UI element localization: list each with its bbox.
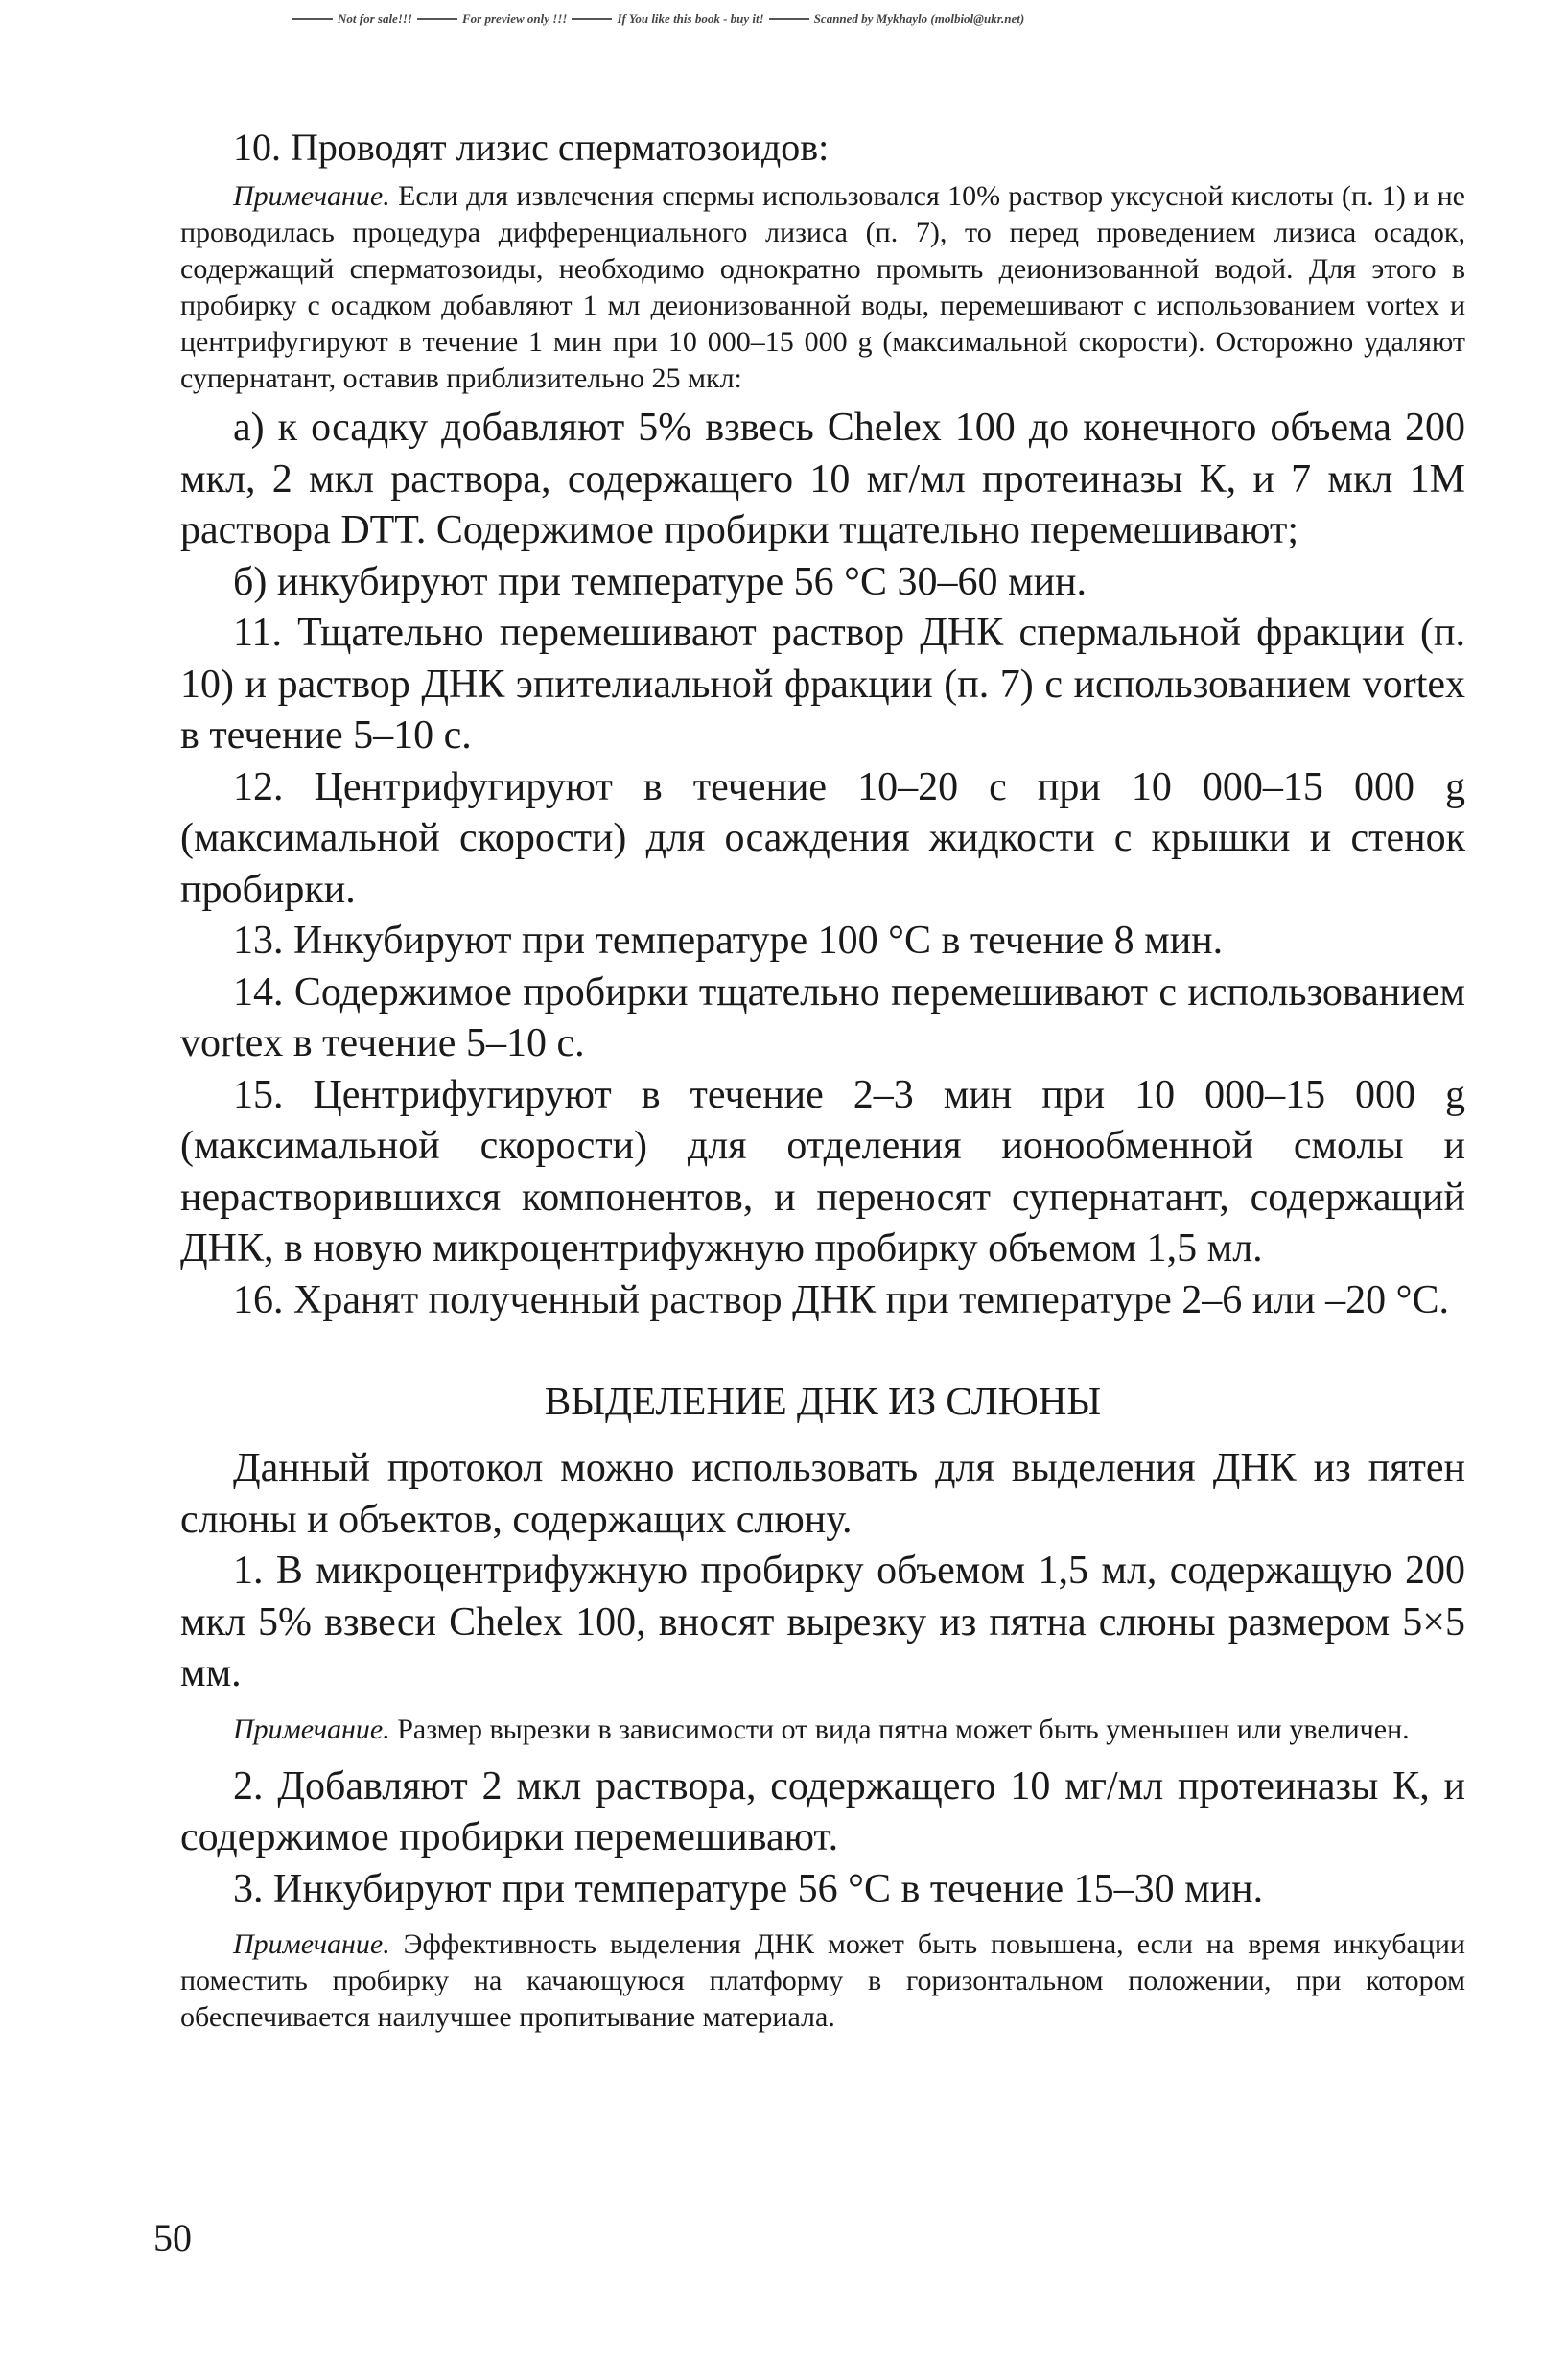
watermark-text-2: For preview only !!! xyxy=(462,12,568,26)
step-13: 13. Инкубируют при температуре 100 °С в течение 8 мин. xyxy=(233,919,1224,963)
watermark-text-4: Scanned by Mykhaylo (molbiol@ukr.net) xyxy=(813,12,1025,26)
saliva-step-2: 2. Добавляют 2 мкл раствора, содержащего 10 мг/мл протеиназы К, и содержимое пробирки перемешивают. xyxy=(180,1763,1465,1859)
step-10-heading: 10. Проводят лизис сперматозоидов: xyxy=(233,126,830,169)
watermark-rule xyxy=(572,18,612,20)
page-number: 50 xyxy=(153,2216,192,2259)
saliva-step-1: 1. В микроцентрифужную пробирку объемом 1,5 мл, содержащую 200 мкл 5% взвеси Chelex 100, вносят вырезку из пятна слюны размером 5×5 мм. xyxy=(180,1549,1465,1695)
note-label: Примечание. xyxy=(233,1713,390,1745)
saliva-step-3: 3. Инкубируют при температуре 56 °С в течение 15–30 мин. xyxy=(233,1866,1264,1911)
saliva-intro: Данный протокол можно использовать для выделения ДНК из пятен слюны и объектов, содержащих слюну. xyxy=(180,1446,1465,1542)
step-12: 12. Центрифугируют в течение 10–20 с при 10 000–15 000 g (максимальной скорости) для осаждения жидкости с крышки и стенок пробирки. xyxy=(180,764,1465,912)
scan-watermark xyxy=(288,12,1295,27)
step-10-sub-a: а) к осадку добавляют 5% взвесь Chelex 100 до конечного объема 200 мкл, 2 мкл раствора, содержащего 10 мг/мл протеиназы К, и 7 мкл 1М раствора DTT. Содержимое пробирки тщательно перемешивают; xyxy=(180,406,1465,552)
step-15: 15. Центрифугируют в течение 2–3 мин при 10 000–15 000 g (максимальной скорости) для отделения ионообменной смолы и нерастворившихся компонентов, и переносят супернатант, содержащий ДНК, в новую микроцентрифужную пробирку объемом 1,5 мл. xyxy=(180,1072,1465,1271)
watermark-rule xyxy=(417,18,457,20)
note-text: Если для извлечения спермы использовался 10% раствор уксусной кислоты (п. 1) и не проводилась процедура дифференциального лизиса (п. 7), то перед проведением лизиса осадок, содержащий сперматозоиды, необходимо однократно промыть деионизованной водой. Для этого в пробирку с осадком добавляют 1 мл деионизованной воды, перемешивают с использованием vortex и центрифугируют в течение 1 мин при 10 000–15 000 g (максимальной скорости). Осторожно удаляют супернатант, оставив приблизительно 25 мкл: xyxy=(180,180,1465,394)
note-text: Размер вырезки в зависимости от вида пятна может быть уменьшен или увеличен. xyxy=(389,1713,1410,1745)
page-body xyxy=(180,123,1465,2036)
note-label: Примечание. xyxy=(233,1928,390,1960)
saliva-note-2 xyxy=(180,1926,1465,2036)
step-10-sub-b: б) инкубируют при температуре 56 °С 30–60 мин. xyxy=(233,559,1087,604)
step-11: 11. Тщательно перемешивают раствор ДНК спермальной фракции (п. 10) и раствор ДНК эпителиальной фракции (п. 7) с использованием vortex в течение 5–10 с. xyxy=(180,611,1465,758)
section-title: ВЫДЕЛЕНИЕ ДНК ИЗ СЛЮНЫ xyxy=(544,1379,1102,1423)
watermark-text-3: If You like this book - buy it! xyxy=(617,12,764,26)
saliva-note-1 xyxy=(180,1712,1465,1748)
step-14: 14. Содержимое пробирки тщательно перемешивают с использованием vortex в течение 5–10 с. xyxy=(180,969,1465,1065)
watermark-rule xyxy=(769,18,809,20)
step-10-note xyxy=(180,178,1465,397)
note-label: Примечание. xyxy=(233,180,390,212)
step-16: 16. Хранят полученный раствор ДНК при температуре 2–6 или –20 °С. xyxy=(233,1277,1449,1322)
note-text: Эффективность выделения ДНК может быть повышена, если на время инкубации поместить пробирку на качающуюся платформу в горизонтальном положении, при котором обеспечивается наилучшее пропитывание материала. xyxy=(180,1928,1465,2033)
watermark-text-1: Not for sale!!! xyxy=(338,12,413,26)
watermark-rule xyxy=(292,18,333,20)
